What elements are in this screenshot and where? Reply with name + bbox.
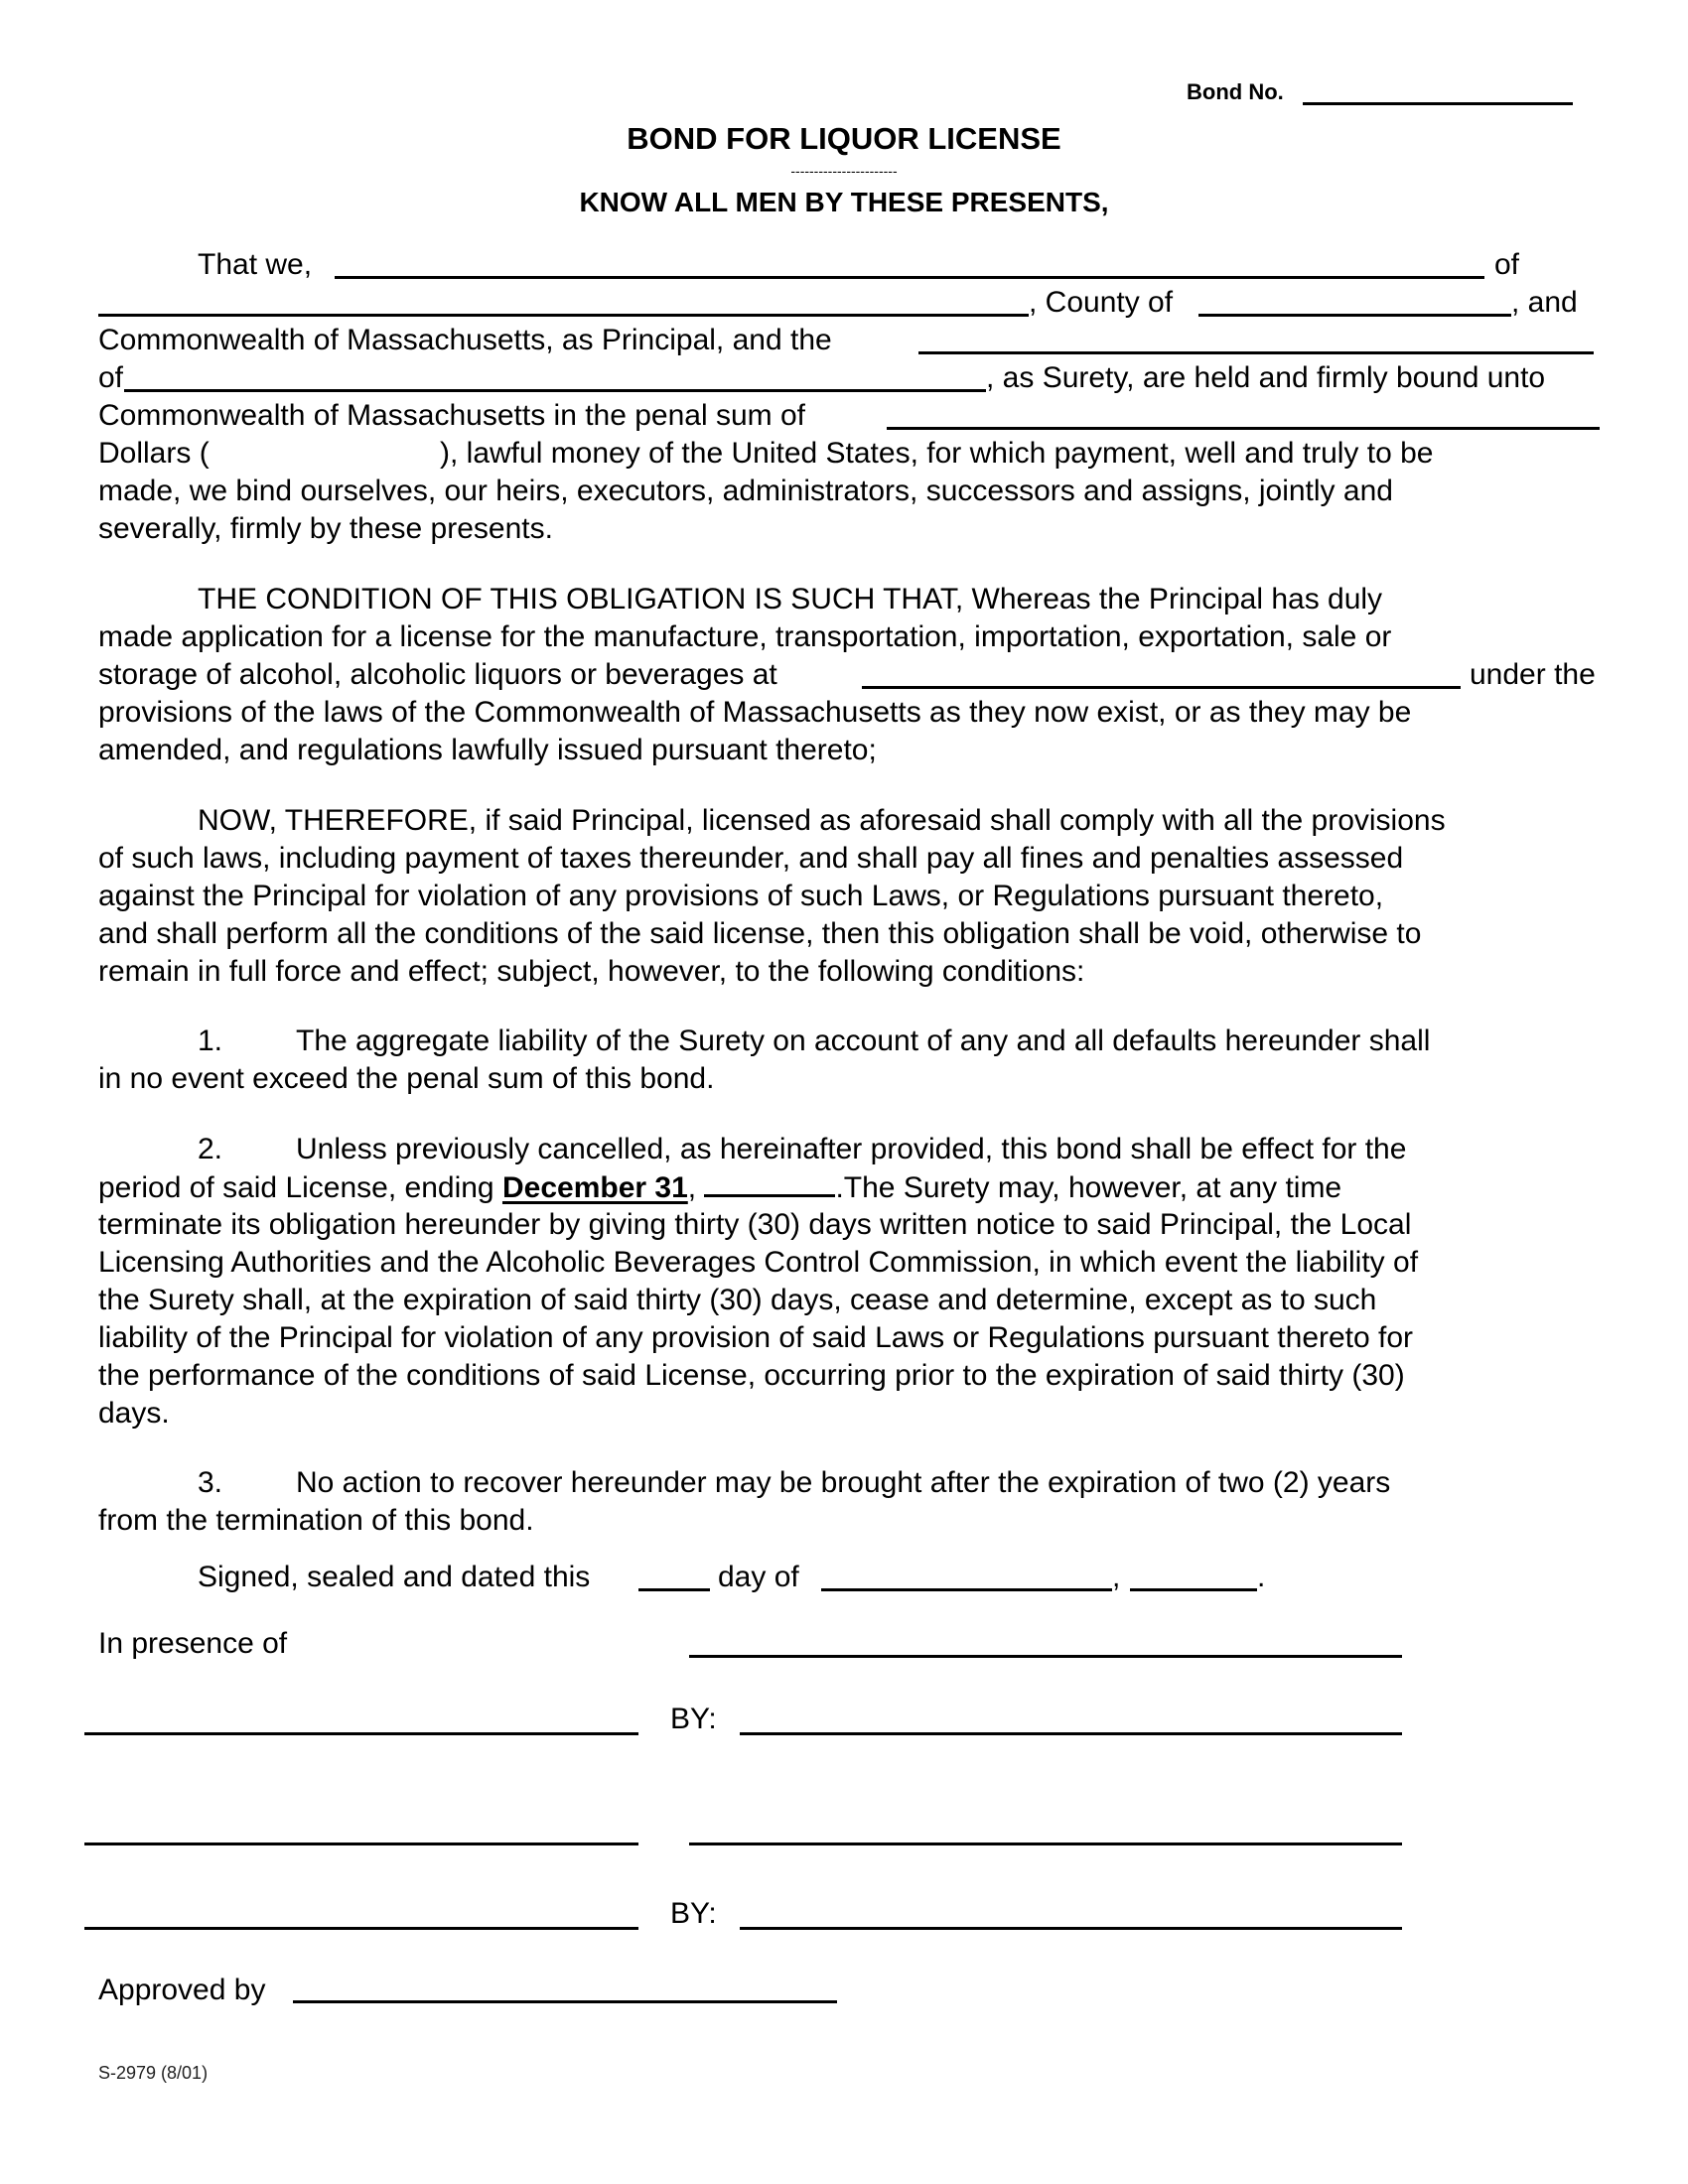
surety-address-field[interactable] xyxy=(124,389,986,392)
year-field[interactable] xyxy=(1130,1588,1257,1591)
surety-may-clause: .The Surety may, however, at any time xyxy=(835,1171,1342,1204)
condition-2-line-4: Licensing Authorities and the Alcoholic Beverages Control Commission, in which event the liability of xyxy=(98,1246,1419,1279)
approved-by-label: Approved by xyxy=(98,1974,266,2006)
by-label-1: BY: xyxy=(670,1703,717,1735)
witness-1-signature-line[interactable] xyxy=(84,1732,638,1735)
period-label: . xyxy=(1257,1561,1266,1593)
condition-line-3: storage of alcohol, alcoholic liquors or beverages at xyxy=(98,658,777,691)
of-label-2: of xyxy=(98,361,124,394)
preamble-line-7: made, we bind ourselves, our heirs, executors, administrators, successors and assigns, jointly and xyxy=(98,475,1393,507)
comma: , xyxy=(687,1171,697,1204)
in-presence-of-label: In presence of xyxy=(98,1627,288,1660)
therefore-line-2: of such laws, including payment of taxes thereunder, and shall pay all fines and penalties assessed xyxy=(98,842,1404,875)
condition-2-line-5: the Surety shall, at the expiration of said thirty (30) days, cease and determine, except as to such xyxy=(98,1284,1377,1316)
ending-label: period of said License, ending xyxy=(98,1171,494,1204)
surety-signature-line[interactable] xyxy=(689,1843,1402,1845)
document-subtitle: KNOW ALL MEN BY THESE PRESENTS, xyxy=(579,187,1109,217)
condition-2-line-1: Unless previously cancelled, as hereinafter provided, this bond shall be effect for the xyxy=(296,1133,1407,1165)
day-of-label: day of xyxy=(718,1561,799,1593)
condition-1-line-1: The aggregate liability of the Surety on account of any and all defaults hereunder shall xyxy=(296,1024,1431,1057)
therefore-line-4: and shall perform all the conditions of the said license, then this obligation shall be void, otherwise to xyxy=(98,917,1422,950)
under-the-label: under the xyxy=(1470,658,1596,691)
principal-by-signature-line[interactable] xyxy=(740,1732,1402,1735)
document-title: BOND FOR LIQUOR LICENSE xyxy=(627,121,1061,156)
therefore-line-5: remain in full force and effect; subject, however, to the following conditions: xyxy=(98,955,1085,988)
surety-by-signature-line[interactable] xyxy=(740,1927,1402,1930)
lawful-money-clause: ), lawful money of the United States, for which payment, well and truly to be xyxy=(440,437,1434,470)
penal-sum-amount-field[interactable] xyxy=(222,437,436,471)
of-label: of xyxy=(1494,248,1520,281)
premises-address-field[interactable] xyxy=(862,686,1461,689)
penal-sum-words-field[interactable] xyxy=(887,427,1600,430)
condition-line-5: amended, and regulations lawfully issued pursuant thereto; xyxy=(98,734,877,766)
and-label: , and xyxy=(1511,286,1578,319)
surety-name-field[interactable] xyxy=(918,351,1594,354)
therefore-line-1: NOW, THEREFORE, if said Principal, licensed as aforesaid shall comply with all the provisions xyxy=(198,804,1446,837)
condition-line-4: provisions of the laws of the Commonwealth of Massachusetts as they now exist, or as they may be xyxy=(98,696,1412,729)
bond-no-label: Bond No. xyxy=(1187,79,1284,104)
condition-2-line-2 xyxy=(98,1168,1341,1207)
principal-signature-line[interactable] xyxy=(689,1655,1402,1658)
surety-clause: , as Surety, are held and firmly bound unto xyxy=(986,361,1546,394)
condition-2-line-7: the performance of the conditions of said License, occurring prior to the expiration of said thirty (30) xyxy=(98,1359,1405,1392)
signed-label: Signed, sealed and dated this xyxy=(198,1561,591,1593)
title-divider: ----------------------- xyxy=(790,163,898,179)
county-field[interactable] xyxy=(1198,314,1511,317)
dollars-label: Dollars ( xyxy=(98,437,210,470)
that-we-label: That we, xyxy=(198,248,313,281)
condition-2-line-6: liability of the Principal for violation of any provision of said Laws or Regulations pursuant thereto for xyxy=(98,1321,1414,1354)
day-field[interactable] xyxy=(638,1588,710,1591)
expiry-year-field[interactable] xyxy=(704,1168,835,1197)
penal-sum-clause: Commonwealth of Massachusetts in the penal sum of xyxy=(98,399,806,432)
form-id: S-2979 (8/01) xyxy=(98,2063,209,2083)
preamble-line-8: severally, firmly by these presents. xyxy=(98,512,553,545)
condition-2-line-8: days. xyxy=(98,1397,170,1430)
condition-3-line-1: No action to recover hereunder may be brought after the expiration of two (2) years xyxy=(296,1466,1391,1499)
condition-line-1: THE CONDITION OF THIS OBLIGATION IS SUCH THAT, Whereas the Principal has duly xyxy=(198,583,1383,615)
condition-line-2: made application for a license for the manufacture, transportation, importation, exportation, sale or xyxy=(98,620,1392,653)
principal-name-field[interactable] xyxy=(335,276,1484,279)
witness-3-signature-line[interactable] xyxy=(84,1927,638,1930)
month-field[interactable] xyxy=(821,1588,1112,1591)
county-of-label: , County of xyxy=(1029,286,1174,319)
principal-clause: Commonwealth of Massachusetts, as Principal, and the xyxy=(98,324,832,356)
bond-no-field[interactable] xyxy=(1303,102,1573,105)
condition-1-line-2: in no event exceed the penal sum of this bond. xyxy=(98,1062,715,1095)
condition-1-number: 1. xyxy=(198,1024,223,1057)
comma-label: , xyxy=(1112,1561,1121,1593)
condition-2-line-3: terminate its obligation hereunder by giving thirty (30) days written notice to said Principal, the Local xyxy=(98,1208,1412,1241)
condition-3-line-2: from the termination of this bond. xyxy=(98,1504,534,1537)
by-label-2: BY: xyxy=(670,1897,717,1930)
condition-2-number: 2. xyxy=(198,1133,223,1165)
therefore-line-3: against the Principal for violation of any provisions of such Laws, or Regulations pursuant thereto, xyxy=(98,880,1384,912)
condition-3-number: 3. xyxy=(198,1466,223,1499)
expiry-date: December 31 xyxy=(501,1171,688,1204)
witness-2-signature-line[interactable] xyxy=(84,1843,638,1845)
principal-address-field[interactable] xyxy=(98,314,1029,317)
approved-by-signature-line[interactable] xyxy=(293,2000,837,2003)
